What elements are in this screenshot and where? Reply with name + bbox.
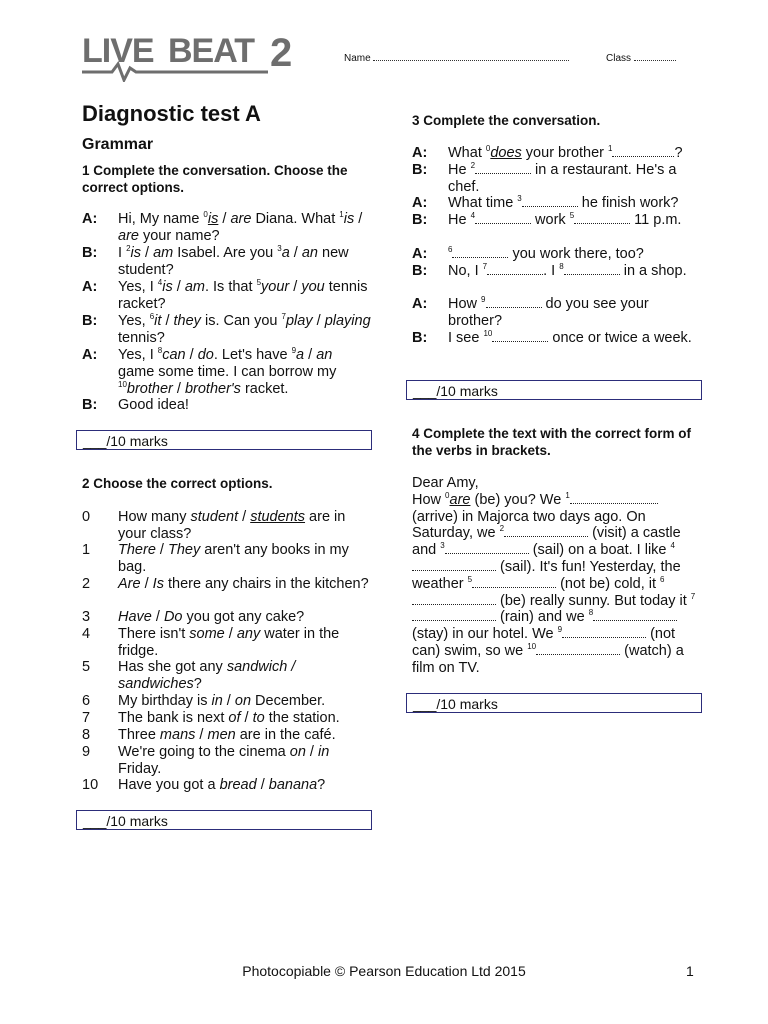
dialogue-line: A: How $^9$ do you see your brother?	[412, 295, 649, 329]
dialogue-line: B: I $^2$is / am Isabel. Are you $^3$a / an new student?	[82, 244, 349, 278]
letter-body: How $^0$are (be) you? We $^1$ (arrive) in Majorca two days ago. On Saturday, we $^2$ (visit) a castle and $^3$ (sail) on a boat. I like $^4$ (sail). It's fun! Yesterday, the weather $^5$ (not be) cold, it $^6$ (be) really sunny. But today it $^7$ (rain) and we $^8$ (stay) in our hotel. We $^9$ (not can) swim, so we $^{10}$ (watch) a film on TV.	[412, 490, 696, 676]
list-item: 6 My birthday is in / on December.	[82, 693, 326, 709]
class-field[interactable]	[606, 53, 676, 64]
dialogue-line: A: What time $^3$ he finish work?	[412, 194, 679, 211]
exercise-3-marks-box[interactable]: ___/10 marks	[406, 380, 702, 400]
svg-text:LIVE: LIVE	[82, 32, 154, 70]
list-item: 9 We're going to the cinema on / in Friday.	[82, 744, 330, 777]
dialogue-line: A: $^6$ you work there, too?	[412, 245, 644, 262]
name-field[interactable]	[344, 53, 569, 64]
exercise-3-heading: 3 Complete the conversation.	[412, 113, 601, 128]
live-beat-logo	[82, 28, 302, 82]
page-title: Diagnostic test A	[82, 101, 261, 126]
list-item: 2 Are / Is there any chairs in the kitchen?	[82, 576, 369, 592]
exercise-4-letter	[412, 475, 704, 677]
exercise-4-heading: 4 Complete the text with the correct form of the verbs in brackets.	[412, 426, 692, 458]
dialogue-line: A: Yes, I $^4$is / am. Is that $^5$your / you tennis racket?	[82, 278, 368, 312]
exercise-2-heading: 2 Choose the correct options.	[82, 476, 273, 491]
exercise-1-marks-box[interactable]: ___/10 marks	[76, 430, 372, 450]
list-item: 5 Has she got any sandwich / sandwiches?	[82, 659, 296, 692]
dialogue-line: B: I see $^{10}$ once or twice a week.	[412, 329, 692, 346]
section-heading: Grammar	[82, 136, 154, 153]
list-item: 0 How many student / students are in your class?	[82, 509, 346, 542]
exercise-2-marks-box[interactable]: ___/10 marks	[76, 810, 372, 830]
dialogue-line: B: He $^2$ in a restaurant. He's a chef.	[412, 161, 677, 195]
class-label: Class	[606, 53, 632, 64]
list-item: 8 Three mans / men are in the café.	[82, 727, 336, 743]
list-item: 3 Have / Do you got any cake?	[82, 609, 305, 625]
name-line	[373, 60, 569, 61]
letter-greeting: Dear Amy,	[412, 475, 479, 491]
svg-text:2: 2	[270, 31, 293, 75]
dialogue-line: B: Yes, $^6$it / they is. Can you $^7$play / playing tennis?	[82, 312, 371, 346]
dialogue-line: A: Yes, I $^8$can / do. Let's have $^9$a / an game some time. I can borrow my $^{10}$brother / brother's racket.	[82, 346, 337, 397]
dialogue-line: B: Good idea!	[82, 397, 189, 413]
list-item: 4 There isn't some / any water in the fridge.	[82, 626, 340, 659]
list-item: 1 There / They aren't any books in my bag.	[82, 542, 349, 575]
dialogue-line: B: No, I $^7$ . I $^8$ in a shop.	[412, 262, 687, 279]
class-line	[634, 60, 676, 61]
list-item: 10 Have you got a bread / banana?	[82, 777, 326, 793]
exercise-1-heading: 1 Complete the conversation. Choose the correct options.	[82, 163, 348, 195]
dialogue-line: A: What $^0$does your brother $^1$ ?	[412, 144, 683, 161]
page-number: 1	[686, 963, 694, 979]
list-item: 7 The bank is next of / to the station.	[82, 710, 340, 726]
footer-copyright: Photocopiable © Pearson Education Ltd 2015	[242, 963, 526, 979]
dialogue-line: B: He $^4$ work $^5$ 11 p.m.	[412, 211, 682, 228]
name-label: Name	[344, 53, 371, 64]
svg-text:BEAT: BEAT	[168, 32, 255, 70]
dialogue-line: A: Hi, My name $^0$is / are Diana. What $^1$is / are your name?	[82, 210, 363, 244]
exercise-4-marks-box[interactable]: ___/10 marks	[406, 693, 702, 713]
